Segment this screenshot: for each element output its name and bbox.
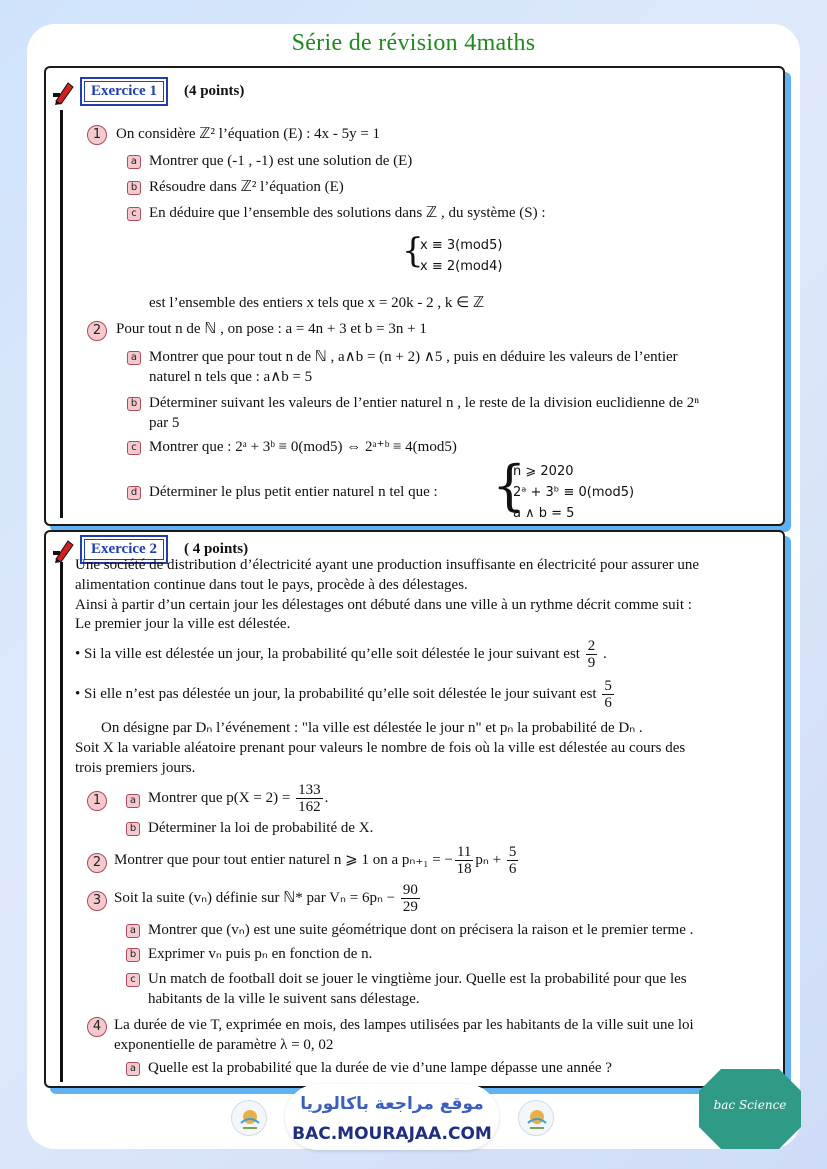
bullet-2-text: Si elle n’est pas délestée un jour, la probabilité qu’elle soit délestée le jour suivant est [84,685,597,702]
item-letter: b [126,948,140,962]
margin-rule [60,110,63,518]
fraction: $\frac{11}{18}$ [456,844,472,877]
bullet-1-text: Si la ville est délestée un jour, la probabilité qu’elle soit délestée le jour suivant est [84,645,580,662]
item-letter: a [126,1062,140,1076]
item-letter: d [127,486,141,500]
fraction: $\frac{133}{162}$ [298,782,321,815]
item-letter: b [127,181,141,195]
pencil-icon [52,79,76,105]
question-number: 1 [87,125,107,145]
item-letter: b [126,822,140,836]
item-text: Quelle est la probabilité que la durée de vie d’une lampe dépasse une année ? [148,1060,612,1076]
item-text: Montrer que (vₙ) est une suite géométrique dont on précisera la raison et le premier terme . [148,922,694,938]
question-number: 2 [87,853,107,873]
item-text-cont: naturel n tels que : a∧b = 5 [149,369,313,385]
paragraph-line: Ainsi à partir d’un certain jour les délestages ont débuté dans une ville à un rythme décrit comme suit : [75,597,692,613]
badge-text: bac Science [713,1098,787,1112]
paragraph-line: Soit X la variable aléatoire prenant pour valeurs le nombre de fois où la ville est délestée au cours des [75,740,686,756]
conditions-brace: { [492,454,527,517]
item-text: Déterminer suivant les valeurs de l’entier naturel n , le reste de la division euclidienne de 2ⁿ [149,395,699,411]
pencil-icon [52,537,76,563]
question-4-text: La durée de vie T, exprimée en mois, des lampes utilisées par les habitants de la ville suit une loi [114,1017,694,1033]
item-letter: a [127,155,141,169]
exercise-1-box [44,66,785,526]
item-letter: b [127,397,141,411]
fraction: $\frac{90}{29}$ [402,882,418,915]
exercise-1-label: Exercice 1 [80,77,168,106]
item-letter: c [127,207,141,221]
item-letter: a [126,924,140,938]
site-name-arabic: موقع مراجعة باكالوريا [300,1094,484,1114]
item-text: Exprimer vₙ puis pₙ en fonction de n. [148,946,373,962]
system-brace: { [402,231,424,271]
paragraph-line: alimentation continue dans tout le pays, procède à des délestages. [75,577,468,593]
page-title: Série de révision 4maths [291,30,536,56]
margin-rule [60,562,63,1082]
question-number: 2 [87,321,107,341]
condition-line: 2ᵃ + 3ᵇ ≡ 0(mod5) [513,485,635,500]
question-number: 4 [87,1017,107,1037]
bullet-1 [75,638,607,671]
paragraph-line: On désigne par Dₙ l’événement : "la ville est délestée le jour n" et pₙ la probabilité de Dₙ . [101,720,643,736]
exercise-2-box [44,530,785,1088]
paragraph-line: Une société de distribution d’électricité ayant une production insuffisante en électricité pour assurer une [75,557,700,573]
exercise-2-label: Exercice 2 [80,535,168,564]
question-2-text: Montrer que pour tout entier naturel n ⩾ 1 on a pₙ₊₁ = − $\frac{11}{18}$ pₙ + $\frac{5}{6}$ [114,844,517,877]
bullet-2 [75,678,616,711]
question-3-text: Soit la suite (vₙ) définie sur ℕ* par Vₙ = 6pₙ − $\frac{90}{29}$ [114,882,418,915]
paragraph-line: Le premier jour la ville est délestée. [75,616,291,632]
question-1-text: On considère ℤ² l’équation (E) : 4x - 5y = 1 [116,126,381,142]
site-url[interactable]: BAC.MOURAJAA.COM [292,1124,492,1144]
exercise-1-points: (4 points) [183,83,245,99]
question-number: 3 [87,891,107,911]
conclusion-text: est l’ensemble des entiers x tels que x = 20k - 2 , k ∈ ℤ [149,295,485,311]
question-4-text-cont: exponentielle de paramètre λ = 0, 02 [114,1037,334,1053]
item-letter: a [126,794,140,808]
item-text: Déterminer le plus petit entier naturel n tel que : [149,484,438,500]
fraction: $\frac{2}{9}$ [587,638,596,671]
condition-line: a ∧ b = 5 [513,506,575,521]
item-text: Un match de football doit se jouer le vingtième jour. Quelle est la probabilité pour que les [148,971,687,987]
item-letter: a [127,351,141,365]
question-number: 1 [87,791,107,811]
paragraph-line: trois premiers jours. [75,760,196,776]
system-line: x ≡ 3(mod5) [420,238,503,253]
bullet-dot: • [75,685,85,702]
item-letter: c [127,441,141,455]
item-text: Montrer que (-1 , -1) est une solution de (E) [149,153,413,169]
item-text-cont: par 5 [149,415,180,431]
punctuation: . [602,645,607,662]
bullet-dot: • [75,645,85,662]
exercise-2-points: ( 4 points) [183,541,249,557]
fraction: $\frac{5}{6}$ [604,678,612,711]
item-text: Déterminer la loi de probabilité de X. [148,820,374,836]
item-text: Montrer que pour tout n de ℕ , a∧b = (n + 2) ∧5 , puis en déduire les valeurs de l’entier [149,349,678,365]
item-text: En déduire que l’ensemble des solutions dans ℤ , du système (S) : [149,205,546,221]
exercise-1-header [52,77,244,106]
question-2-text: Pour tout n de ℕ , on pose : a = 4n + 3 et b = 3n + 1 [116,321,427,337]
item-text-cont: habitants de la ville le suivent sans délestage. [148,991,420,1007]
item-text: Résoudre dans ℤ² l’équation (E) [149,179,344,195]
condition-line: n ⩾ 2020 [513,464,574,479]
seal-icon [518,1100,554,1136]
system-line: x ≡ 2(mod4) [420,259,503,274]
item-text: Montrer que : 2ᵃ + 3ᵇ ≡ 0(mod5) ⇔ 2ᵃ⁺ᵇ ≡ 4(mod5) [149,439,457,455]
fraction: $\frac{5}{6}$ [508,844,517,877]
item-letter: c [126,973,140,987]
item-text: Montrer que p(X = 2) = $\frac{133}{162}$ . [148,782,329,815]
seal-icon [231,1100,267,1136]
